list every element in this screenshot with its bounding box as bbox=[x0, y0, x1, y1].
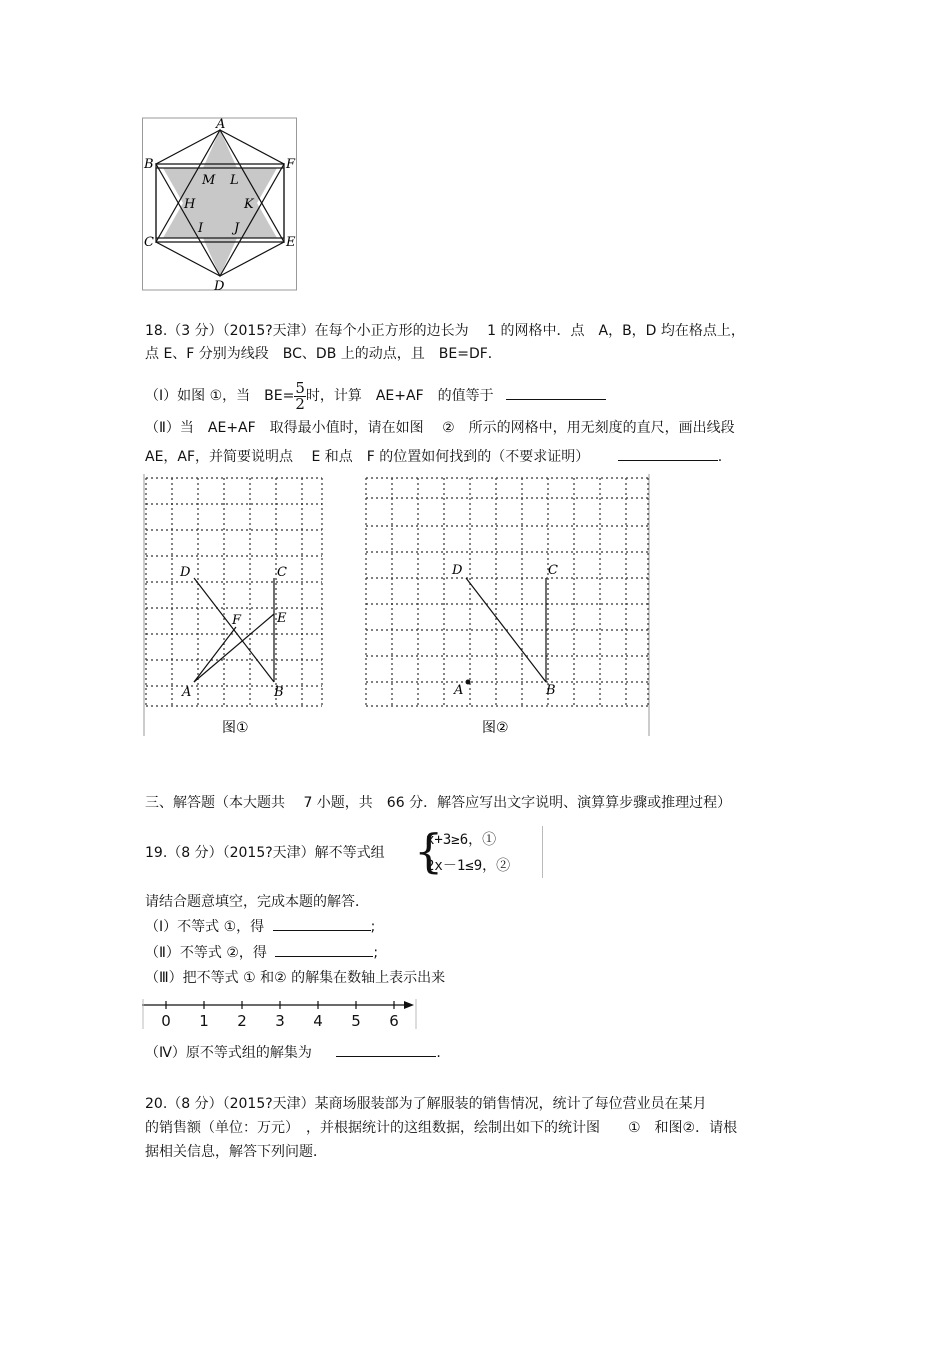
q19-part1 bbox=[145, 916, 375, 937]
q19-part1-semicolon: ; bbox=[370, 919, 376, 935]
fig2-point-A bbox=[466, 680, 471, 685]
label-M: M bbox=[202, 173, 216, 188]
segment-AF bbox=[194, 627, 236, 682]
q18-part1 bbox=[145, 378, 606, 414]
q19-part1-text: （Ⅰ）不等式 ①，得 bbox=[145, 919, 265, 935]
q18-part1-prefix: （Ⅰ）如图 ①，当 BE= bbox=[145, 388, 295, 404]
fig1-label-C: C bbox=[277, 565, 287, 580]
q20-line2: 的销售额（单位：万元） ，并根据统计的这组数据，绘制出如下的统计图 ① 和图②．请根 bbox=[145, 1120, 738, 1136]
q19-part4-answer-blank[interactable] bbox=[336, 1042, 436, 1057]
q18-line2: 点 E、F 分别为线段 BC、DB 上的动点，且 BE=DF． bbox=[145, 346, 502, 362]
label-C: C bbox=[144, 235, 154, 250]
fig2-label-A: A bbox=[454, 683, 464, 698]
label-L: L bbox=[230, 173, 239, 188]
fig2-label-D: D bbox=[452, 563, 463, 578]
q19-part4 bbox=[145, 1042, 441, 1063]
q19-part1-answer-blank[interactable] bbox=[273, 916, 371, 931]
q18-part2-line2-text: AE，AF，并简要说明点 E 和点 F 的位置如何找到的（不要求证明） bbox=[145, 449, 590, 465]
label-D: D bbox=[214, 279, 225, 294]
inequality-1: x+3≥6，① bbox=[426, 832, 497, 848]
fraction-numerator: 5 bbox=[295, 378, 305, 397]
q18-line1: 18.（3 分）（2015?天津）在每个小正方形的边长为 1 的网格中．点 A，B，D 均在格点上， bbox=[145, 323, 745, 339]
q20-line1: 20.（8 分）（2015?天津）某商场服装部为了解服装的销售情况，统计了每位营业员在某月 bbox=[145, 1096, 707, 1112]
q18-part1-answer-blank[interactable] bbox=[506, 385, 606, 400]
fig2-label-C: C bbox=[548, 563, 558, 578]
label-I: I bbox=[198, 221, 204, 236]
fraction-denominator: 2 bbox=[295, 394, 305, 413]
label-H: H bbox=[184, 197, 196, 212]
tick-3: 3 bbox=[275, 1012, 285, 1030]
q18-part2-answer-blank[interactable] bbox=[618, 446, 718, 461]
tick-5: 5 bbox=[351, 1012, 361, 1030]
q18-part2-line1: （Ⅱ）当 AE+AF 取得最小值时，请在如图 ② 所示的网格中，用无刻度的直尺，画出线段 bbox=[145, 420, 735, 436]
fig1-label-F: F bbox=[232, 613, 242, 628]
number-line bbox=[142, 999, 420, 1031]
q19-part4-period: . bbox=[436, 1045, 441, 1061]
fig2-caption: 图② bbox=[482, 720, 509, 736]
q19-part2-text: （Ⅱ）不等式 ②，得 bbox=[145, 945, 267, 961]
label-A: A bbox=[216, 117, 226, 132]
tick-0: 0 bbox=[161, 1012, 171, 1030]
q19-part4-text: （Ⅳ）原不等式组的解集为 bbox=[145, 1045, 312, 1061]
fig1-label-B: B bbox=[274, 685, 284, 700]
brace-icon: { bbox=[414, 824, 444, 878]
label-J: J bbox=[234, 221, 240, 236]
star-shade bbox=[163, 130, 277, 276]
fig1-label-D: D bbox=[180, 565, 191, 580]
grid-figure-1 bbox=[142, 474, 327, 736]
q18-part1-suffix: 时，计算 AE+AF 的值等于 bbox=[305, 388, 494, 404]
q19-part2-semicolon: ; bbox=[373, 945, 379, 961]
tick-4: 4 bbox=[313, 1012, 323, 1030]
q19-part3: （Ⅲ）把不等式 ① 和② 的解集在数轴上表示出来 bbox=[145, 970, 446, 986]
grid-figure-2 bbox=[362, 474, 654, 736]
tick-2: 2 bbox=[237, 1012, 247, 1030]
q19-part2 bbox=[145, 942, 378, 963]
tick-6: 6 bbox=[389, 1012, 399, 1030]
fig1-label-E: E bbox=[277, 611, 287, 626]
fraction-5-2 bbox=[294, 378, 306, 413]
fig2-segment-DB bbox=[466, 578, 546, 682]
label-F: F bbox=[286, 157, 296, 172]
section3-heading: 三、解答题（本大题共 7 小题，共 66 分．解答应写出文字说明、演算算步骤或推理过程） bbox=[145, 795, 732, 811]
label-B: B bbox=[144, 157, 154, 172]
inequality-system bbox=[412, 826, 543, 878]
q19-intro: 请结合题意填空，完成本题的解答． bbox=[145, 894, 369, 910]
inequality-2: 2x－1≤9，② bbox=[426, 858, 511, 874]
fig1-caption: 图① bbox=[222, 720, 249, 736]
fig2-label-B: B bbox=[546, 683, 556, 698]
q19-stem: 19.（8 分）（2015?天津）解不等式组 bbox=[145, 845, 385, 861]
label-E: E bbox=[286, 235, 296, 250]
q19-part2-answer-blank[interactable] bbox=[275, 942, 373, 957]
arrow-right-icon bbox=[404, 1001, 414, 1009]
q18-part2-line2 bbox=[145, 446, 722, 467]
q20-line3: 据相关信息，解答下列问题． bbox=[145, 1144, 327, 1160]
tick-1: 1 bbox=[199, 1012, 209, 1030]
hexagram-figure bbox=[142, 116, 300, 296]
fig1-label-A: A bbox=[182, 685, 192, 700]
label-K: K bbox=[244, 197, 254, 212]
q18-part2-period: . bbox=[717, 449, 723, 465]
